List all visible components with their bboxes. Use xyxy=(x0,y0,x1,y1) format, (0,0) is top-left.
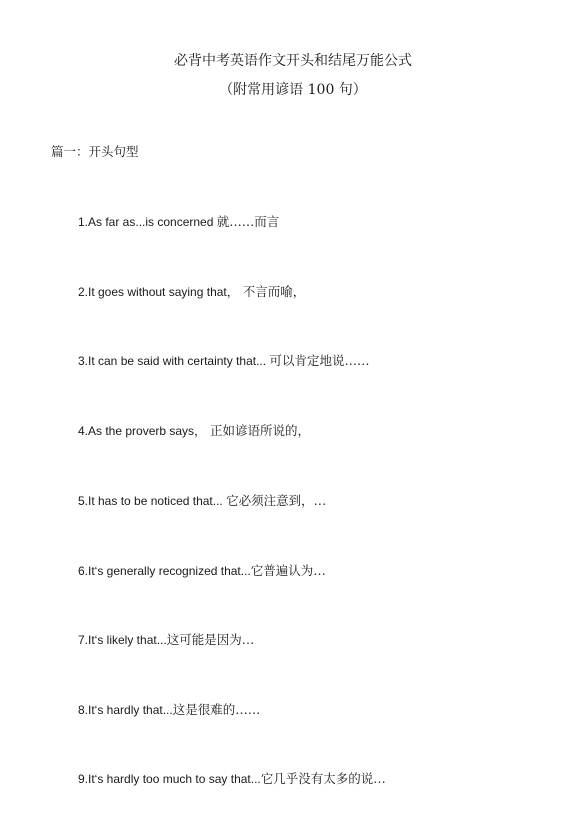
list-item xyxy=(78,282,305,300)
item-chinese: 它几乎没有太多的说… xyxy=(260,771,386,786)
list-item xyxy=(78,630,254,648)
item-english: 1.As far as...is concerned xyxy=(78,215,217,229)
item-english: 9.It‘s hardly too much to say that... xyxy=(78,772,261,786)
item-english: 6.It‘s generally recognized that... xyxy=(78,564,251,578)
item-english: 8.It‘s hardly that... xyxy=(78,703,173,717)
document-title: 必背中考英语作文开头和结尾万能公式 xyxy=(174,53,412,69)
item-chinese: 它必须注意到，… xyxy=(226,493,327,508)
item-english: 4.As the proverb says， xyxy=(78,424,207,438)
item-chinese: 这可能是因为… xyxy=(166,632,255,647)
item-chinese: 就……而言 xyxy=(216,214,280,229)
list-item xyxy=(78,351,369,369)
item-english: 2.It goes without saying that， xyxy=(78,285,239,299)
item-chinese: 它普遍认为… xyxy=(250,563,326,578)
item-chinese: 不言而喻， xyxy=(238,284,306,299)
list-item xyxy=(78,700,260,718)
item-english: 3.It can be said with certainty that... xyxy=(78,354,270,368)
item-english: 7.It‘s likely that... xyxy=(78,633,167,647)
document-subtitle: （附常用谚语 100 句） xyxy=(219,82,367,98)
item-english: 5.It has to be noticed that... xyxy=(78,494,227,508)
list-item xyxy=(78,561,326,579)
list-item xyxy=(78,769,386,787)
list-item xyxy=(78,421,310,439)
section-heading: 篇一：开头句型 xyxy=(51,144,139,159)
item-chinese: 可以肯定地说…… xyxy=(269,353,370,368)
list-item xyxy=(78,212,279,230)
item-chinese: 这是很难的…… xyxy=(172,702,261,717)
item-chinese: 正如谚语所说的， xyxy=(206,423,311,438)
list-item xyxy=(78,491,326,509)
